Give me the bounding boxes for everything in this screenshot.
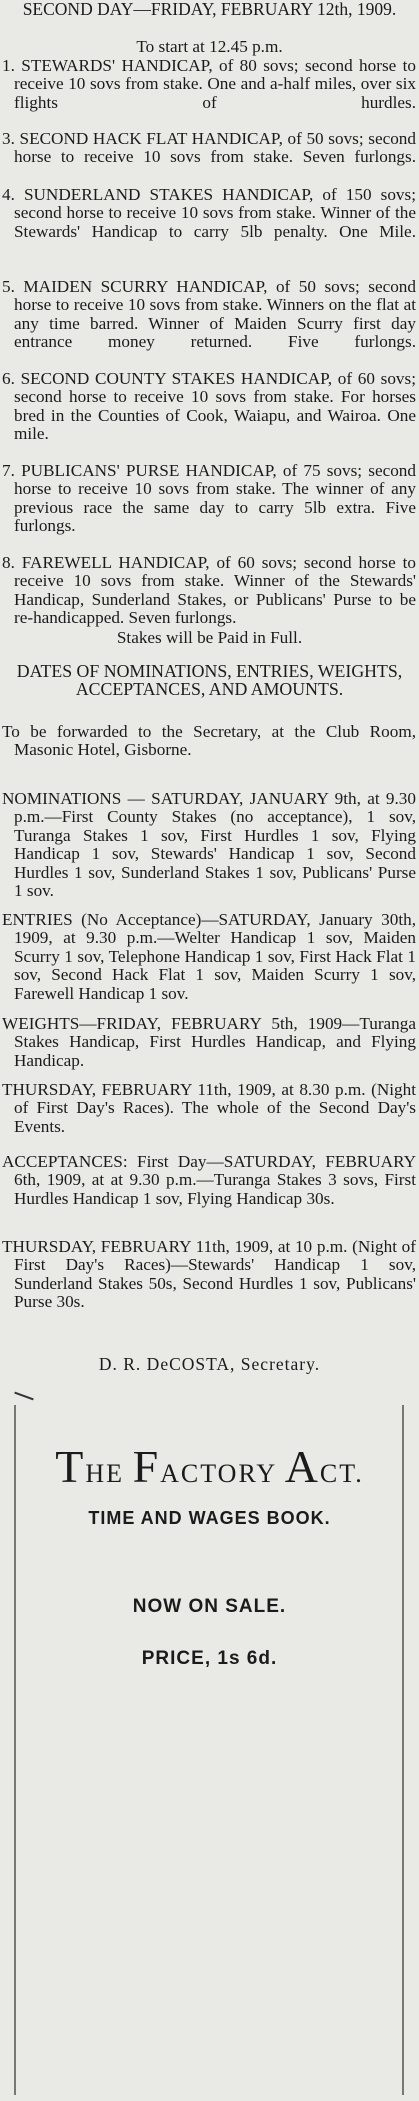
day-heading: SECOND DAY—FRIDAY, FEBRUARY 12th, 1909. [22, 0, 397, 19]
race-3: 3. SECOND HACK FLAT HANDICAP, of 50 sovs; second horse to receive 10 sovs from stake. Seven furlongs. [2, 129, 416, 167]
stakes-note: Stakes will be Paid in Full. [116, 628, 303, 647]
price: PRICE, 1s 6d. [141, 1648, 278, 1669]
entries-paragraph: ENTRIES (No Acceptance)—SATURDAY, January 30th, 1909, at 9.30 p.m.—Welter Handicap 1 sov, Maiden Scurry 1 sov, Telephone Handicap 1 sov, First Hack Flat 1 sov, Second Hack Flat 1 sov, Maiden Scurry 1 sov, Farewell Handicap 1 sov. [2, 910, 416, 1003]
race-1: 1. STEWARDS' HANDICAP, of 80 sovs; second horse to receive 10 sovs from stake. One and a-half miles, over six flights of hurdles. [2, 56, 416, 112]
now-on-sale: NOW ON SALE. [132, 1596, 287, 1617]
dates-heading: DATES OF NOMINATIONS, ENTRIES, WEIGHTS, ACCEPTANCES, AND AMOUNTS. [16, 661, 403, 700]
factory-act-title-part3: CT. [319, 1459, 364, 1488]
factory-act-initial-f: F [132, 1441, 161, 1492]
race-5: 5. MAIDEN SCURRY HANDICAP, of 50 sovs; second horse to receive 10 sovs from stake. Winners on the flat at any time barred. Winner of Maiden Scurry first day entrance money returned. Five furlongs. [2, 277, 416, 352]
nominations-paragraph: NOMINATIONS — SATURDAY, JANUARY 9th, at 9.30 p.m.—First County Stakes (no acceptance), 1 sov, Turanga Stakes 1 sov, First Hurdles 1 sov, Flying Handicap 1 sov, Stewards' Handicap 1 sov, Second Hurdles 1 sov, Sunderland Stakes 1 sov, Publicans' Purse 1 sov. [2, 789, 416, 901]
factory-act-title [0, 1440, 419, 1493]
race-7: 7. PUBLICANS' PURSE HANDICAP, of 75 sovs; second horse to receive 10 sovs from stake. The winner of any previous race the same day to carry 5lb extra. Five furlongs. [2, 461, 416, 536]
factory-act-initial-a: A [284, 1441, 320, 1492]
factory-act-subtitle: TIME AND WAGES BOOK. [88, 1508, 331, 1528]
secretary-signature: D. R. DeCOSTA, Secretary. [98, 1353, 321, 1374]
start-time: To start at 12.45 p.m. [136, 37, 283, 56]
forward-note: To be forwarded to the Secretary, at the Club Room, Masonic Hotel, Gisborne. [2, 722, 416, 760]
factory-act-title-part2: ACTORY [160, 1459, 285, 1488]
race-8: 8. FAREWELL HANDICAP, of 60 sovs; second horse to receive 10 sovs from stake. Winner of the Stewards' Handicap, Sunderland Stakes, or Publicans' Purse to be re-handicapped. Seven furlongs. [2, 553, 416, 628]
thursday-weights-paragraph: THURSDAY, FEBRUARY 11th, 1909, at 8.30 p.m. (Night of First Day's Races). The whole of the Second Day's Events. [2, 1080, 416, 1136]
race-4: 4. SUNDERLAND STAKES HANDICAP, of 150 sovs; second horse to receive 10 sovs from stake. Winner of the Stewards' Handicap to carry 5lb penalty. One Mile. [2, 185, 416, 241]
factory-act-title-part1: HE [85, 1459, 133, 1488]
weights-paragraph: WEIGHTS—FRIDAY, FEBRUARY 5th, 1909—Turanga Stakes Handicap, First Hurdles Handicap, and Flying Handicap. [2, 1014, 416, 1070]
race-6: 6. SECOND COUNTY STAKES HANDICAP, of 60 sovs; second horse to receive 10 sovs from stake. For horses bred in the Counties of Cook, Waiapu, and Wairoa. One mile. [2, 369, 416, 444]
acceptances-paragraph: ACCEPTANCES: First Day—SATURDAY, FEBRUARY 6th, 1909, at at 9.30 p.m.—Turanga Stakes 3 sovs, First Hurdles Handicap 1 sov, Flying Handicap 30s. [2, 1152, 416, 1208]
thursday-acceptances-paragraph: THURSDAY, FEBRUARY 11th, 1909, at 10 p.m. (Night of First Day's Races)—Stewards' Handicap 1 sov, Sunderland Stakes 50s, Second Hurdles 1 sov, Publicans' Purse 30s. [2, 1237, 416, 1312]
factory-act-initial-t: T [55, 1441, 86, 1492]
border-tick-left [14, 1392, 33, 1401]
